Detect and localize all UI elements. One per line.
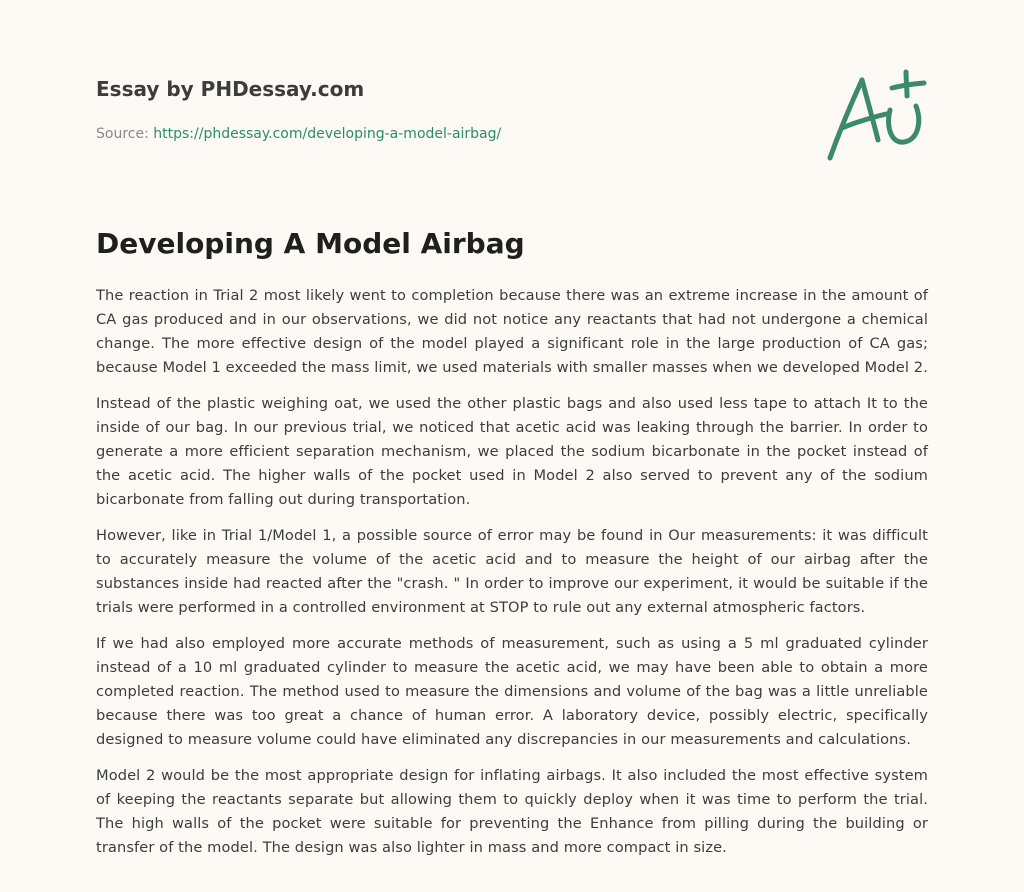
essay-title: Developing A Model Airbag [96, 227, 525, 260]
source-line [96, 124, 736, 144]
brand-title: Essay by PHDessay.com [96, 77, 365, 101]
essay-paragraph: Instead of the plastic weighing oat, we used the other plastic bags and also used less tape to attach It to the inside of our bag. In our previous trial, we noticed that acetic acid was leaking through the barrier. In order to generate a more efficient separation mechanism, we placed the sodium bicarbonate in the pocket instead of the acetic acid. The higher walls of the pocket used in Model 2 also served to prevent any of the sodium bicarbonate from falling out during transportation. [96, 395, 928, 508]
essay-paragraph: The reaction in Trial 2 most likely went to completion because there was an extreme increase in the amount of CA gas produced and in our observations, we did not notice any reactants that had not undergone a chemical change. The more effective design of the model played a significant role in the large production of CA gas; because Model 1 exceeded the mass limit, we used materials with smaller masses when we developed Model 2. [96, 287, 928, 376]
essay-body [96, 284, 928, 872]
source-label: Source: [96, 126, 149, 142]
essay-paragraph: Model 2 would be the most appropriate design for inflating airbags. It also included the most effective system of keeping the reactants separate but allowing them to quickly deploy when it was time to perform the trial. The high walls of the pocket were suitable for preventing the Enhance from pilling during the building or transfer of the model. The design was also lighter in mass and more compact in size. [96, 767, 928, 856]
essay-paragraph: If we had also employed more accurate methods of measurement, such as using a 5 ml graduated cylinder instead of a 10 ml graduated cylinder to measure the acetic acid, we may have been able to obtain a more completed reaction. The method used to measure the dimensions and volume of the bag was a little unreliable because there was too great a chance of human error. A laboratory device, possibly electric, specifically designed to measure volume could have eliminated any discrepancies in our measurements and calculations. [96, 635, 928, 748]
source-link[interactable]: https://phdessay.com/developing-a-model-airbag/ [153, 126, 502, 142]
essay-paragraph: However, like in Trial 1/Model 1, a possible source of error may be found in Our measurements: it was difficult to accurately measure the volume of the acetic acid and to measure the height of our airbag after the substances inside had reacted after the "crash. " In order to improve our experiment, it would be suitable if the trials were performed in a controlled environment at STOP to rule out any external atmospheric factors. [96, 527, 928, 616]
header [96, 74, 736, 144]
a-plus-grade-icon [820, 68, 930, 164]
